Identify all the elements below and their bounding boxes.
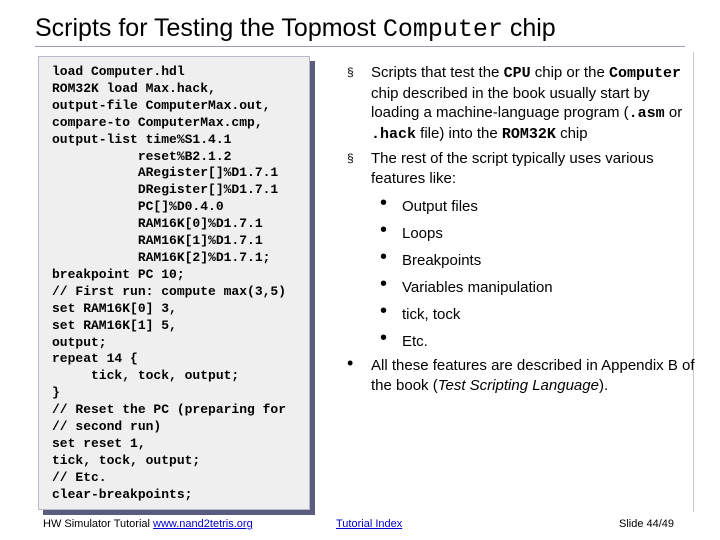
website-link[interactable]: www.nand2tetris.org: [153, 518, 253, 530]
bullet-dot-icon: •: [380, 219, 388, 241]
code-line: // Reset the PC (preparing for: [52, 402, 287, 418]
sub-item-label: Loops: [402, 225, 443, 242]
text-part: Scripts that test the: [371, 64, 504, 81]
bullet-dot-icon: •: [380, 300, 388, 322]
bullet-dot-icon: •: [380, 192, 388, 214]
title-prefix: Scripts for Testing the Topmost: [35, 14, 383, 42]
code-listing: [52, 64, 286, 504]
code-line: set RAM16K[0] 3,: [52, 300, 177, 316]
code-line: breakpoint PC 10;: [52, 266, 185, 282]
code-line: // Etc.: [52, 469, 107, 485]
code-line: // second run): [52, 419, 162, 435]
sub-item-label: Variables manipulation: [402, 279, 553, 296]
code-line: set RAM16K[1] 5,: [52, 317, 177, 333]
sub-item-label: tick, tock: [402, 306, 461, 323]
text-part: or: [664, 104, 683, 121]
sub-item-label: Etc.: [402, 333, 428, 350]
bullet-dot-icon: •: [347, 353, 354, 373]
tutorial-index-link[interactable]: Tutorial Index: [336, 518, 403, 530]
bullet-dot-icon: •: [380, 327, 388, 349]
bullet-square-icon: §: [347, 151, 354, 165]
code-line: load Computer.hdl: [52, 64, 185, 79]
text-part: ).: [598, 376, 609, 394]
sub-item-label: Breakpoints: [402, 252, 482, 269]
bullet-text: [371, 63, 697, 144]
code-line: output-file ComputerMax.out,: [52, 97, 271, 113]
code-line: repeat 14 {: [52, 351, 138, 367]
code-line: }: [52, 385, 60, 401]
code-line: ARegister[]%D1.7.1: [52, 165, 279, 181]
code-line: reset%B2.1.2: [52, 148, 232, 164]
code-line: RAM16K[1]%D1.7.1: [52, 233, 263, 249]
slide-number: Slide 44/49: [619, 518, 675, 530]
footer-left: [43, 517, 253, 531]
code-line: tick, tock, output;: [52, 452, 201, 468]
slide-title: [35, 12, 556, 46]
bullet-dot-icon: •: [380, 273, 388, 295]
text-part: chip or the: [530, 64, 609, 81]
bullet-text: The rest of the script typically uses various features like:: [371, 150, 654, 187]
text-part: chip: [555, 124, 588, 142]
title-suffix: chip: [502, 14, 556, 42]
text-part: file) into the: [416, 124, 502, 142]
code-line: RAM16K[0]%D1.7.1: [52, 216, 263, 232]
text-part: chip described in the book usually start by loading a machine-language program (: [371, 84, 650, 121]
code-cpu: CPU: [503, 65, 531, 82]
code-line: clear-breakpoints;: [52, 486, 193, 502]
bullet-dot-icon: •: [380, 246, 388, 268]
code-box: [38, 56, 310, 510]
code-line: compare-to ComputerMax.cmp,: [52, 114, 263, 130]
code-line: PC[]%D0.4.0: [52, 199, 224, 215]
sub-item-label: Output files: [402, 198, 478, 215]
code-line: RAM16K[2]%D1.7.1;: [52, 249, 271, 265]
code-hack: .hack: [371, 125, 417, 143]
bullet-square-icon: §: [347, 65, 354, 79]
code-line: DRegister[]%D1.7.1: [52, 182, 279, 198]
code-line: set reset 1,: [52, 435, 146, 451]
code-asm: .asm: [628, 105, 665, 122]
text-emphasis: Test Scripting Language: [437, 376, 599, 394]
title-underline: [35, 46, 685, 47]
bullet-text: [371, 356, 697, 395]
code-rom32k: ROM32K: [501, 125, 556, 143]
code-line: tick, tock, output;: [52, 368, 240, 384]
footer-label: HW Simulator Tutorial: [43, 518, 154, 530]
code-line: ROM32K load Max.hack,: [52, 80, 216, 96]
code-line: // First run: compute max(3,5): [52, 283, 287, 299]
code-line: output-list time%S1.4.1: [52, 131, 232, 147]
text-part: All these features are described in Appendix B of the book (: [371, 357, 695, 394]
code-line: output;: [52, 334, 107, 350]
title-code: Computer: [382, 15, 503, 44]
code-computer: Computer: [608, 65, 681, 82]
